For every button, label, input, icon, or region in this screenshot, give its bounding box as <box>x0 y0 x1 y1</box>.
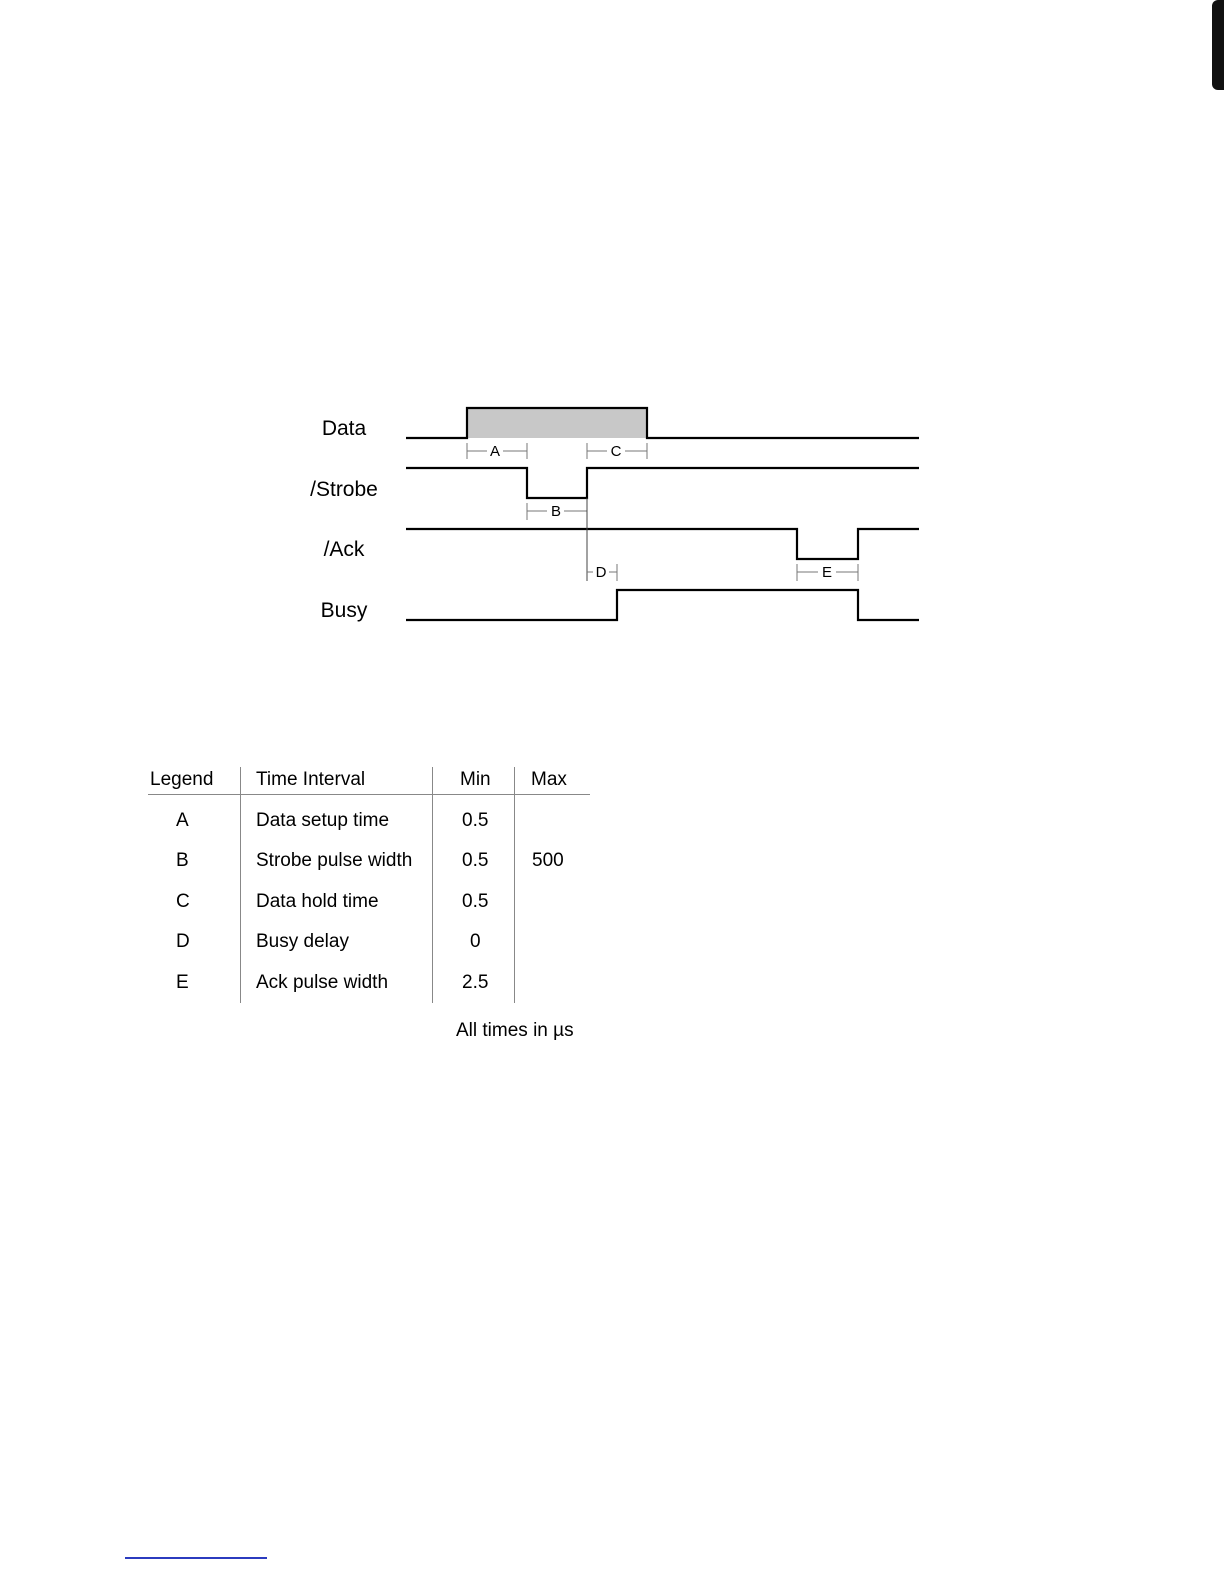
timing-legend-table <box>148 765 590 1005</box>
signal-label-data: Data <box>321 417 367 440</box>
interval-e-label: E <box>821 564 833 581</box>
page-edge-mark <box>1212 0 1224 90</box>
row-max: 500 <box>532 850 564 871</box>
column-divider <box>514 767 515 1003</box>
header-time-interval: Time Interval <box>256 769 366 790</box>
signal-label-ack: /Ack <box>323 538 365 561</box>
signal-label-busy: Busy <box>320 599 368 622</box>
strobe-waveform <box>406 468 919 498</box>
header-min: Min <box>460 769 491 790</box>
row-interval: Ack pulse width <box>256 972 389 993</box>
data-valid-region <box>467 408 647 438</box>
row-interval: Data hold time <box>256 891 379 912</box>
header-max: Max <box>531 769 567 790</box>
interval-a-label: A <box>489 443 501 460</box>
header-legend: Legend <box>150 769 214 790</box>
interval-b-marker <box>527 503 587 520</box>
ack-waveform <box>406 529 919 559</box>
row-min: 0.5 <box>462 850 489 871</box>
busy-waveform <box>406 590 919 620</box>
signal-label-strobe: /Strobe <box>310 478 378 501</box>
row-interval: Data setup time <box>256 810 390 831</box>
interval-d-label: D <box>595 564 607 581</box>
row-min: 0 <box>470 931 481 952</box>
row-min: 0.5 <box>462 891 489 912</box>
interval-c-label: C <box>610 443 622 460</box>
row-legend: E <box>176 972 189 993</box>
row-legend: B <box>176 850 189 871</box>
column-divider <box>240 767 241 1003</box>
row-legend: C <box>176 891 190 912</box>
interval-a-marker <box>467 443 527 460</box>
row-interval: Busy delay <box>256 931 349 952</box>
units-footnote: All times in µs <box>456 1020 574 1041</box>
interval-e-marker <box>797 564 858 581</box>
footnote-separator-line <box>125 1557 267 1559</box>
row-legend: A <box>176 810 189 831</box>
row-min: 0.5 <box>462 810 489 831</box>
row-min: 2.5 <box>462 972 489 993</box>
interval-c-marker <box>587 443 647 460</box>
interval-b-label: B <box>550 503 562 520</box>
row-interval: Strobe pulse width <box>256 850 413 871</box>
column-divider <box>432 767 433 1003</box>
timing-diagram <box>0 0 1224 700</box>
row-legend: D <box>176 931 190 952</box>
header-divider <box>148 794 590 795</box>
interval-d-marker <box>587 564 617 581</box>
